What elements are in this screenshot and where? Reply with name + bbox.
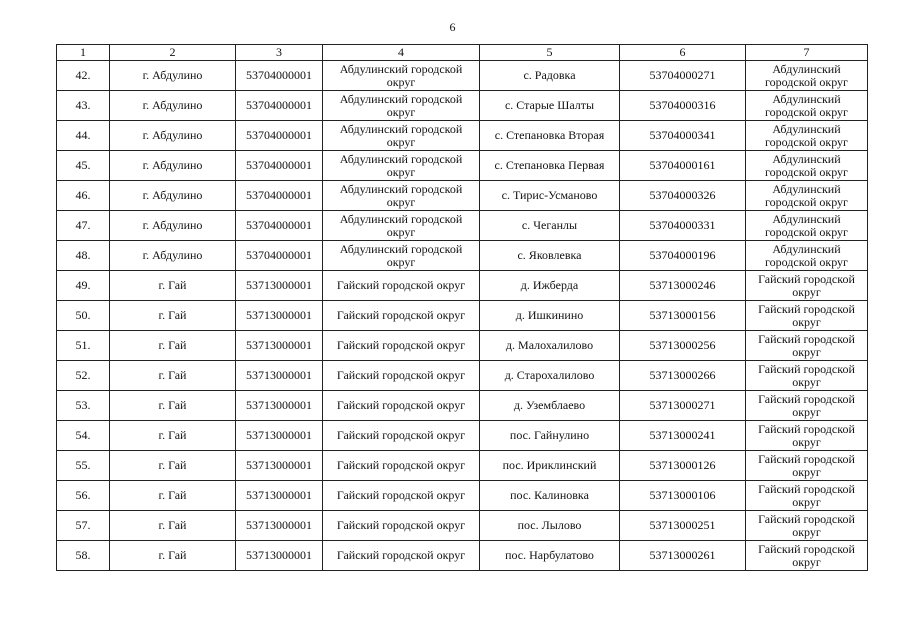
municipality-name-cell: Гайский городской округ bbox=[323, 451, 480, 481]
settlement-name-cell: с. Старые Шалты bbox=[480, 91, 620, 121]
settlement-code-cell: 53713000241 bbox=[620, 421, 746, 451]
table-row bbox=[57, 211, 868, 241]
district-name-cell: Абдулинский городской округ bbox=[746, 151, 868, 181]
settlement-code-cell: 53713000246 bbox=[620, 271, 746, 301]
city-code-cell: 53713000001 bbox=[236, 451, 323, 481]
row-number-cell: 52. bbox=[57, 361, 110, 391]
column-header-2: 2 bbox=[110, 45, 236, 61]
table-row bbox=[57, 421, 868, 451]
municipality-name-cell: Гайский городской округ bbox=[323, 391, 480, 421]
settlement-name-cell: пос. Калиновка bbox=[480, 481, 620, 511]
district-name-cell: Абдулинский городской округ bbox=[746, 121, 868, 151]
district-name-cell: Гайский городской округ bbox=[746, 481, 868, 511]
district-name-cell: Абдулинский городской округ bbox=[746, 241, 868, 271]
settlement-name-cell: д. Ишкинино bbox=[480, 301, 620, 331]
settlement-name-cell: пос. Лылово bbox=[480, 511, 620, 541]
district-name-cell: Гайский городской округ bbox=[746, 451, 868, 481]
city-code-cell: 53704000001 bbox=[236, 151, 323, 181]
municipality-name-cell: Абдулинский городской округ bbox=[323, 151, 480, 181]
city-name-cell: г. Гай bbox=[110, 421, 236, 451]
settlement-name-cell: пос. Гайнулино bbox=[480, 421, 620, 451]
row-number-cell: 56. bbox=[57, 481, 110, 511]
district-name-cell: Абдулинский городской округ bbox=[746, 211, 868, 241]
table-row bbox=[57, 61, 868, 91]
table-row bbox=[57, 151, 868, 181]
municipality-name-cell: Абдулинский городской округ bbox=[323, 91, 480, 121]
municipality-name-cell: Абдулинский городской округ bbox=[323, 211, 480, 241]
table-row bbox=[57, 271, 868, 301]
district-name-cell: Гайский городской округ bbox=[746, 541, 868, 571]
settlement-code-cell: 53713000261 bbox=[620, 541, 746, 571]
settlement-name-cell: с. Степановка Первая bbox=[480, 151, 620, 181]
municipality-name-cell: Гайский городской округ bbox=[323, 271, 480, 301]
district-name-cell: Абдулинский городской округ bbox=[746, 91, 868, 121]
city-name-cell: г. Гай bbox=[110, 361, 236, 391]
settlement-code-cell: 53713000256 bbox=[620, 331, 746, 361]
settlement-name-cell: д. Старохалилово bbox=[480, 361, 620, 391]
city-name-cell: г. Абдулино bbox=[110, 211, 236, 241]
district-name-cell: Абдулинский городской округ bbox=[746, 61, 868, 91]
city-name-cell: г. Гай bbox=[110, 451, 236, 481]
row-number-cell: 43. bbox=[57, 91, 110, 121]
table-row bbox=[57, 331, 868, 361]
settlement-name-cell: д. Малохалилово bbox=[480, 331, 620, 361]
city-code-cell: 53704000001 bbox=[236, 181, 323, 211]
city-name-cell: г. Абдулино bbox=[110, 121, 236, 151]
table-body bbox=[57, 61, 868, 571]
settlements-table bbox=[56, 44, 868, 571]
district-name-cell: Гайский городской округ bbox=[746, 421, 868, 451]
table-row bbox=[57, 481, 868, 511]
city-name-cell: г. Абдулино bbox=[110, 151, 236, 181]
district-name-cell: Гайский городской округ bbox=[746, 511, 868, 541]
city-name-cell: г. Гай bbox=[110, 391, 236, 421]
row-number-cell: 53. bbox=[57, 391, 110, 421]
city-code-cell: 53713000001 bbox=[236, 541, 323, 571]
city-code-cell: 53704000001 bbox=[236, 61, 323, 91]
column-header-6: 6 bbox=[620, 45, 746, 61]
settlement-name-cell: пос. Ириклинский bbox=[480, 451, 620, 481]
table-row bbox=[57, 301, 868, 331]
column-header-5: 5 bbox=[480, 45, 620, 61]
row-number-cell: 54. bbox=[57, 421, 110, 451]
row-number-cell: 44. bbox=[57, 121, 110, 151]
table-row bbox=[57, 241, 868, 271]
column-header-1: 1 bbox=[57, 45, 110, 61]
settlement-code-cell: 53704000196 bbox=[620, 241, 746, 271]
district-name-cell: Гайский городской округ bbox=[746, 271, 868, 301]
city-code-cell: 53713000001 bbox=[236, 301, 323, 331]
row-number-cell: 47. bbox=[57, 211, 110, 241]
table-row bbox=[57, 361, 868, 391]
city-name-cell: г. Абдулино bbox=[110, 91, 236, 121]
settlement-name-cell: с. Степановка Вторая bbox=[480, 121, 620, 151]
row-number-cell: 51. bbox=[57, 331, 110, 361]
row-number-cell: 48. bbox=[57, 241, 110, 271]
settlement-name-cell: с. Радовка bbox=[480, 61, 620, 91]
settlement-code-cell: 53704000326 bbox=[620, 181, 746, 211]
row-number-cell: 55. bbox=[57, 451, 110, 481]
municipality-name-cell: Абдулинский городской округ bbox=[323, 181, 480, 211]
city-name-cell: г. Гай bbox=[110, 511, 236, 541]
header-row bbox=[57, 45, 868, 61]
table-header bbox=[57, 45, 868, 61]
city-code-cell: 53704000001 bbox=[236, 211, 323, 241]
table-row bbox=[57, 511, 868, 541]
settlement-code-cell: 53704000271 bbox=[620, 61, 746, 91]
column-header-7: 7 bbox=[746, 45, 868, 61]
settlement-name-cell: пос. Нарбулатово bbox=[480, 541, 620, 571]
district-name-cell: Гайский городской округ bbox=[746, 361, 868, 391]
city-code-cell: 53713000001 bbox=[236, 331, 323, 361]
settlement-code-cell: 53704000316 bbox=[620, 91, 746, 121]
city-code-cell: 53713000001 bbox=[236, 271, 323, 301]
municipality-name-cell: Абдулинский городской округ bbox=[323, 241, 480, 271]
table-row bbox=[57, 391, 868, 421]
settlement-code-cell: 53713000106 bbox=[620, 481, 746, 511]
city-code-cell: 53713000001 bbox=[236, 421, 323, 451]
settlement-code-cell: 53713000156 bbox=[620, 301, 746, 331]
row-number-cell: 57. bbox=[57, 511, 110, 541]
municipality-name-cell: Абдулинский городской округ bbox=[323, 61, 480, 91]
table-row bbox=[57, 121, 868, 151]
municipality-name-cell: Гайский городской округ bbox=[323, 481, 480, 511]
settlement-code-cell: 53704000161 bbox=[620, 151, 746, 181]
settlement-name-cell: с. Яковлевка bbox=[480, 241, 620, 271]
city-code-cell: 53713000001 bbox=[236, 481, 323, 511]
settlement-name-cell: с. Чеганлы bbox=[480, 211, 620, 241]
row-number-cell: 46. bbox=[57, 181, 110, 211]
municipality-name-cell: Гайский городской округ bbox=[323, 511, 480, 541]
municipality-name-cell: Гайский городской округ bbox=[323, 331, 480, 361]
settlement-code-cell: 53704000341 bbox=[620, 121, 746, 151]
city-code-cell: 53713000001 bbox=[236, 511, 323, 541]
settlement-name-cell: с. Тирис-Усманово bbox=[480, 181, 620, 211]
column-header-4: 4 bbox=[323, 45, 480, 61]
row-number-cell: 49. bbox=[57, 271, 110, 301]
city-name-cell: г. Абдулино bbox=[110, 241, 236, 271]
settlement-name-cell: д. Уземблаево bbox=[480, 391, 620, 421]
city-code-cell: 53713000001 bbox=[236, 361, 323, 391]
city-name-cell: г. Абдулино bbox=[110, 181, 236, 211]
district-name-cell: Гайский городской округ bbox=[746, 391, 868, 421]
row-number-cell: 58. bbox=[57, 541, 110, 571]
city-code-cell: 53704000001 bbox=[236, 91, 323, 121]
table-row bbox=[57, 451, 868, 481]
district-name-cell: Гайский городской округ bbox=[746, 331, 868, 361]
row-number-cell: 45. bbox=[57, 151, 110, 181]
settlement-code-cell: 53713000271 bbox=[620, 391, 746, 421]
municipality-name-cell: Абдулинский городской округ bbox=[323, 121, 480, 151]
settlement-code-cell: 53713000251 bbox=[620, 511, 746, 541]
table-row bbox=[57, 181, 868, 211]
city-name-cell: г. Абдулино bbox=[110, 61, 236, 91]
row-number-cell: 42. bbox=[57, 61, 110, 91]
page-number: 6 bbox=[449, 20, 456, 34]
settlement-code-cell: 53713000266 bbox=[620, 361, 746, 391]
city-code-cell: 53704000001 bbox=[236, 241, 323, 271]
city-name-cell: г. Гай bbox=[110, 301, 236, 331]
city-code-cell: 53704000001 bbox=[236, 121, 323, 151]
table-row bbox=[57, 91, 868, 121]
column-header-3: 3 bbox=[236, 45, 323, 61]
settlement-code-cell: 53704000331 bbox=[620, 211, 746, 241]
municipality-name-cell: Гайский городской округ bbox=[323, 301, 480, 331]
municipality-name-cell: Гайский городской округ bbox=[323, 361, 480, 391]
settlement-name-cell: д. Ижберда bbox=[480, 271, 620, 301]
settlement-code-cell: 53713000126 bbox=[620, 451, 746, 481]
city-name-cell: г. Гай bbox=[110, 481, 236, 511]
table-row bbox=[57, 541, 868, 571]
municipality-name-cell: Гайский городской округ bbox=[323, 541, 480, 571]
city-name-cell: г. Гай bbox=[110, 271, 236, 301]
municipality-name-cell: Гайский городской округ bbox=[323, 421, 480, 451]
city-name-cell: г. Гай bbox=[110, 331, 236, 361]
district-name-cell: Абдулинский городской округ bbox=[746, 181, 868, 211]
city-code-cell: 53713000001 bbox=[236, 391, 323, 421]
district-name-cell: Гайский городской округ bbox=[746, 301, 868, 331]
city-name-cell: г. Гай bbox=[110, 541, 236, 571]
row-number-cell: 50. bbox=[57, 301, 110, 331]
